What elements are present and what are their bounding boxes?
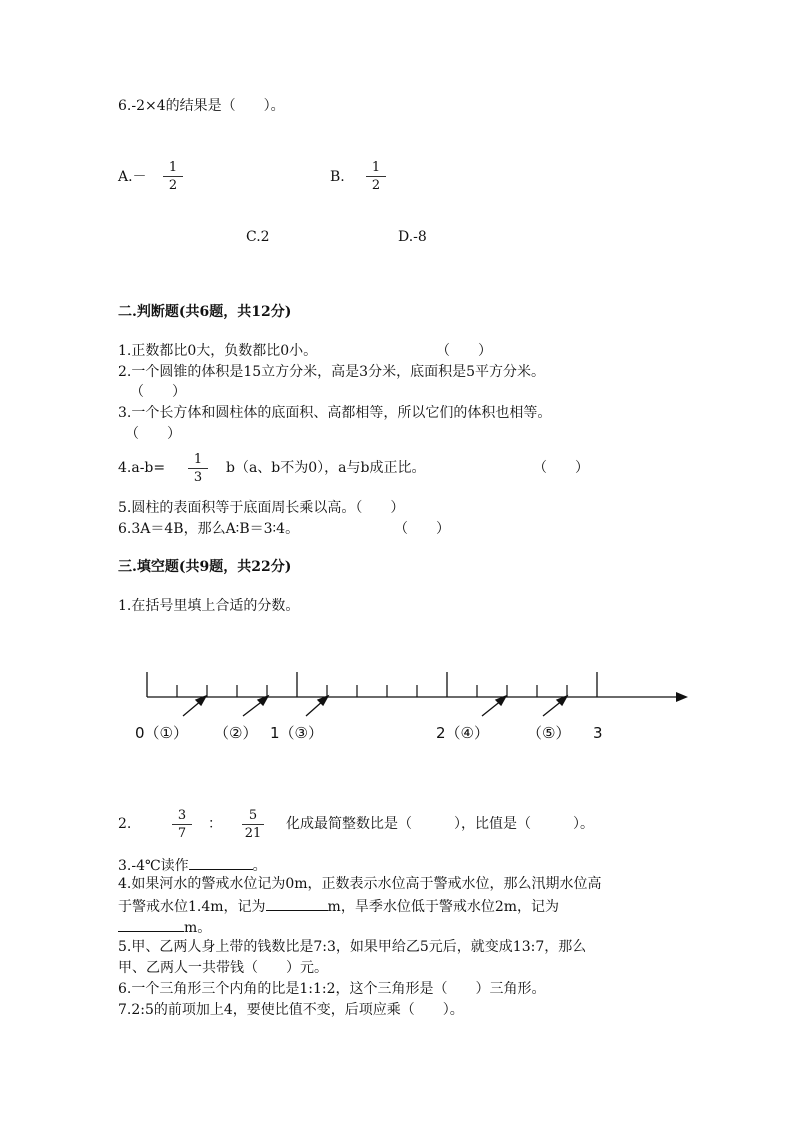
judge-q2: 2.一个圆锥的体积是15立方分米，高是3分米，底面积是5平方分米。 [118,364,545,380]
fraction-numerator: 5 [242,808,264,825]
answer-blank[interactable] [189,855,253,870]
judge-q3: 3.一个长方体和圆柱体的底面积、高都相等，所以它们的体积也相等。 [118,405,552,421]
fill-q5-line-2: 甲、乙两人一共带钱（ ）元。 [118,960,328,976]
number-line-label-1: 1（③） [270,724,323,742]
fill-q5-line-1: 5.甲、乙两人身上带的钱数比是7:3，如果甲给乙5元后，就变成13:7，那么 [118,939,587,955]
fill-q7: 7.2:5的前项加上4，要使比值不变，后项应乘（ ）。 [118,1002,464,1018]
judge-q5: 5.圆柱的表面积等于底面周长乘以高。（ ） [118,500,405,516]
judge-q3-answer: （ ） [125,426,181,442]
fraction-numerator: 1 [188,452,208,469]
fraction-numerator: 1 [163,160,183,177]
fraction-numerator: 1 [366,160,386,177]
option-b-fraction [366,160,386,193]
fraction-denominator: 2 [168,178,178,193]
fraction-denominator: 2 [371,178,381,193]
answer-blank[interactable] [266,896,328,911]
fill-q2-text: 化成最简整数比是（ ），比值是（ ）。 [286,816,594,832]
fill-q3-prefix: 3.-4℃读作 [118,858,189,874]
judge-q1-answer: （ ） [436,343,492,359]
judge-q6: 6.3A＝4B，那么A∶B＝3∶4。 [118,521,300,537]
fill-q1: 1.在括号里填上合适的分数。 [118,598,300,614]
fraction-numerator: 3 [172,808,192,825]
fill-q2-fraction-2 [242,808,264,841]
judge-q2-answer: （ ） [130,384,186,400]
option-c: C.2 [246,229,270,245]
judge-q6-answer: （ ） [394,521,450,537]
fill-q3 [118,855,267,875]
fill-q3-suffix: 。 [252,858,267,874]
number-line-label-0: 0（①） [135,724,188,742]
number-line-label-4: 2（④） [436,724,489,742]
number-line-label-5: （⑤） [527,724,571,742]
section-3-heading: 三.填空题(共9题，共22分) [118,559,292,575]
fraction-denominator: 21 [244,826,262,841]
option-b-label: B. [330,169,345,185]
number-line-label-3: 3 [593,724,603,742]
judge-q4-answer: （ ） [533,460,589,476]
option-a-label: A.－ [118,169,147,185]
fill-q4-line-1: 4.如果河水的警戒水位记为0m，正数表示水位高于警戒水位，那么汛期水位高 [118,876,602,892]
fill-q6: 6.一个三角形三个内角的比是1:1:2，这个三角形是（ ）三角形。 [118,981,546,997]
fill-q4-line-3-suffix: m。 [184,920,212,936]
judge-q1: 1.正数都比0大，负数都比0小。 [118,343,318,359]
option-a-fraction [163,160,183,193]
fill-q2-colon: ： [208,816,222,832]
section-2-heading: 二.判断题(共6题，共12分) [118,304,292,320]
number-line-arrowhead [676,692,688,702]
judge-q4-fraction [188,452,208,485]
question-6-stem: 6.-2×4的结果是（ ）。 [118,98,285,114]
fill-q2-number: 2. [118,816,132,832]
fill-q4-line-2-prefix: 于警戒水位1.4m，记为 [118,899,266,915]
number-line-label-2: （②） [214,724,258,742]
judge-q4-suffix: b（a、b不为0），a与b成正比。 [226,460,426,476]
fraction-denominator: 3 [193,470,203,485]
judge-q4-prefix: 4.a-b= [118,460,166,476]
option-d: D.-8 [398,229,427,245]
fill-q4-line-3 [118,917,211,937]
fill-q4-line-2-suffix: m，旱季水位低于警戒水位2m，记为 [327,899,560,915]
answer-blank[interactable] [118,917,184,932]
fill-q4-line-2 [118,896,559,916]
fill-q2-fraction-1 [172,808,192,841]
number-line-figure [120,660,700,760]
fraction-denominator: 7 [177,826,187,841]
